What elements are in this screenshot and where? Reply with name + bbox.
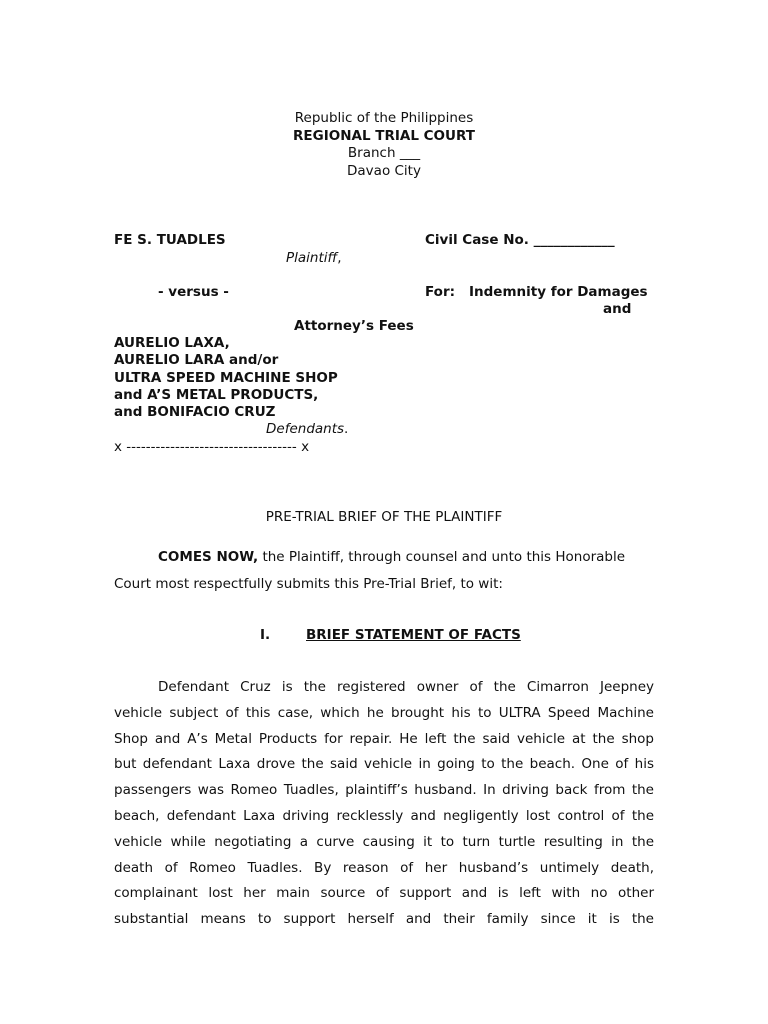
plaintiff-role: Plaintiff [286,250,338,266]
plaintiff-role-comma: , [337,250,342,266]
facts-line: complainant lost her main source of support and is left with no other [114,885,654,902]
intro-line-1-rest: the Plaintiff, through counsel and unto this Honorable [258,549,626,565]
plaintiff-name: FE S. TUADLES [114,232,226,248]
caption-separator: x ----------------------------------- x [114,439,310,455]
defendant-line: AURELIO LAXA, [114,335,230,351]
for-value-fees: Attorney’s Fees [294,318,414,334]
facts-paragraph [114,675,654,933]
for-label: For: [425,284,456,300]
section-heading: BRIEF STATEMENT OF FACTS [306,627,521,643]
defendants-role: Defendants [266,421,345,437]
facts-line: Shop and A’s Metal Products for repair. He left the said vehicle at the shop [114,730,654,747]
for-value-and: and [603,301,632,317]
facts-line: vehicle subject of this case, which he brought his to ULTRA Speed Machine [114,704,654,721]
intro-line-1 [158,549,625,565]
section-number: I. [260,627,271,643]
versus-label: - versus - [158,284,229,300]
facts-line: passengers was Romeo Tuadles, plaintiff’s husband. In driving back from the [114,782,654,799]
civil-case-number: Civil Case No. ____________ [425,232,615,248]
intro-line-2: Court most respectfully submits this Pre-Trial Brief, to wit: [114,576,503,592]
intro-lead: COMES NOW, [158,549,259,565]
plaintiff-role-line [286,250,342,266]
defendant-line: AURELIO LARA and/or [114,352,279,368]
header-branch: Branch ___ [347,145,421,161]
defendant-line: and BONIFACIO CRUZ [114,404,276,420]
facts-line: substantial means to support herself and their family since it is the [114,911,654,928]
defendants-role-line [266,421,348,437]
document-title: PRE-TRIAL BRIEF OF THE PLAINTIFF [265,509,503,525]
facts-line: but defendant Laxa drove the said vehicle in going to the beach. One of his [114,756,654,773]
header-republic: Republic of the Philippines [294,110,474,126]
header-court: REGIONAL TRIAL COURT [293,128,475,144]
defendant-line: ULTRA SPEED MACHINE SHOP [114,370,338,386]
facts-line: beach, defendant Laxa driving recklessly and negligently lost control of the [114,807,654,824]
facts-line: vehicle while negotiating a curve causing it to turn turtle resulting in the [114,833,654,850]
defendant-line: and A’S METAL PRODUCTS, [114,387,319,403]
facts-line: death of Romeo Tuadles. By reason of her husband’s untimely death, [114,859,654,876]
header-city: Davao City [347,163,421,179]
defendants-role-period: . [344,421,349,437]
facts-line: Defendant Cruz is the registered owner of the Cimarron Jeepney [158,679,654,695]
for-value-damages: Indemnity for Damages [469,284,648,300]
